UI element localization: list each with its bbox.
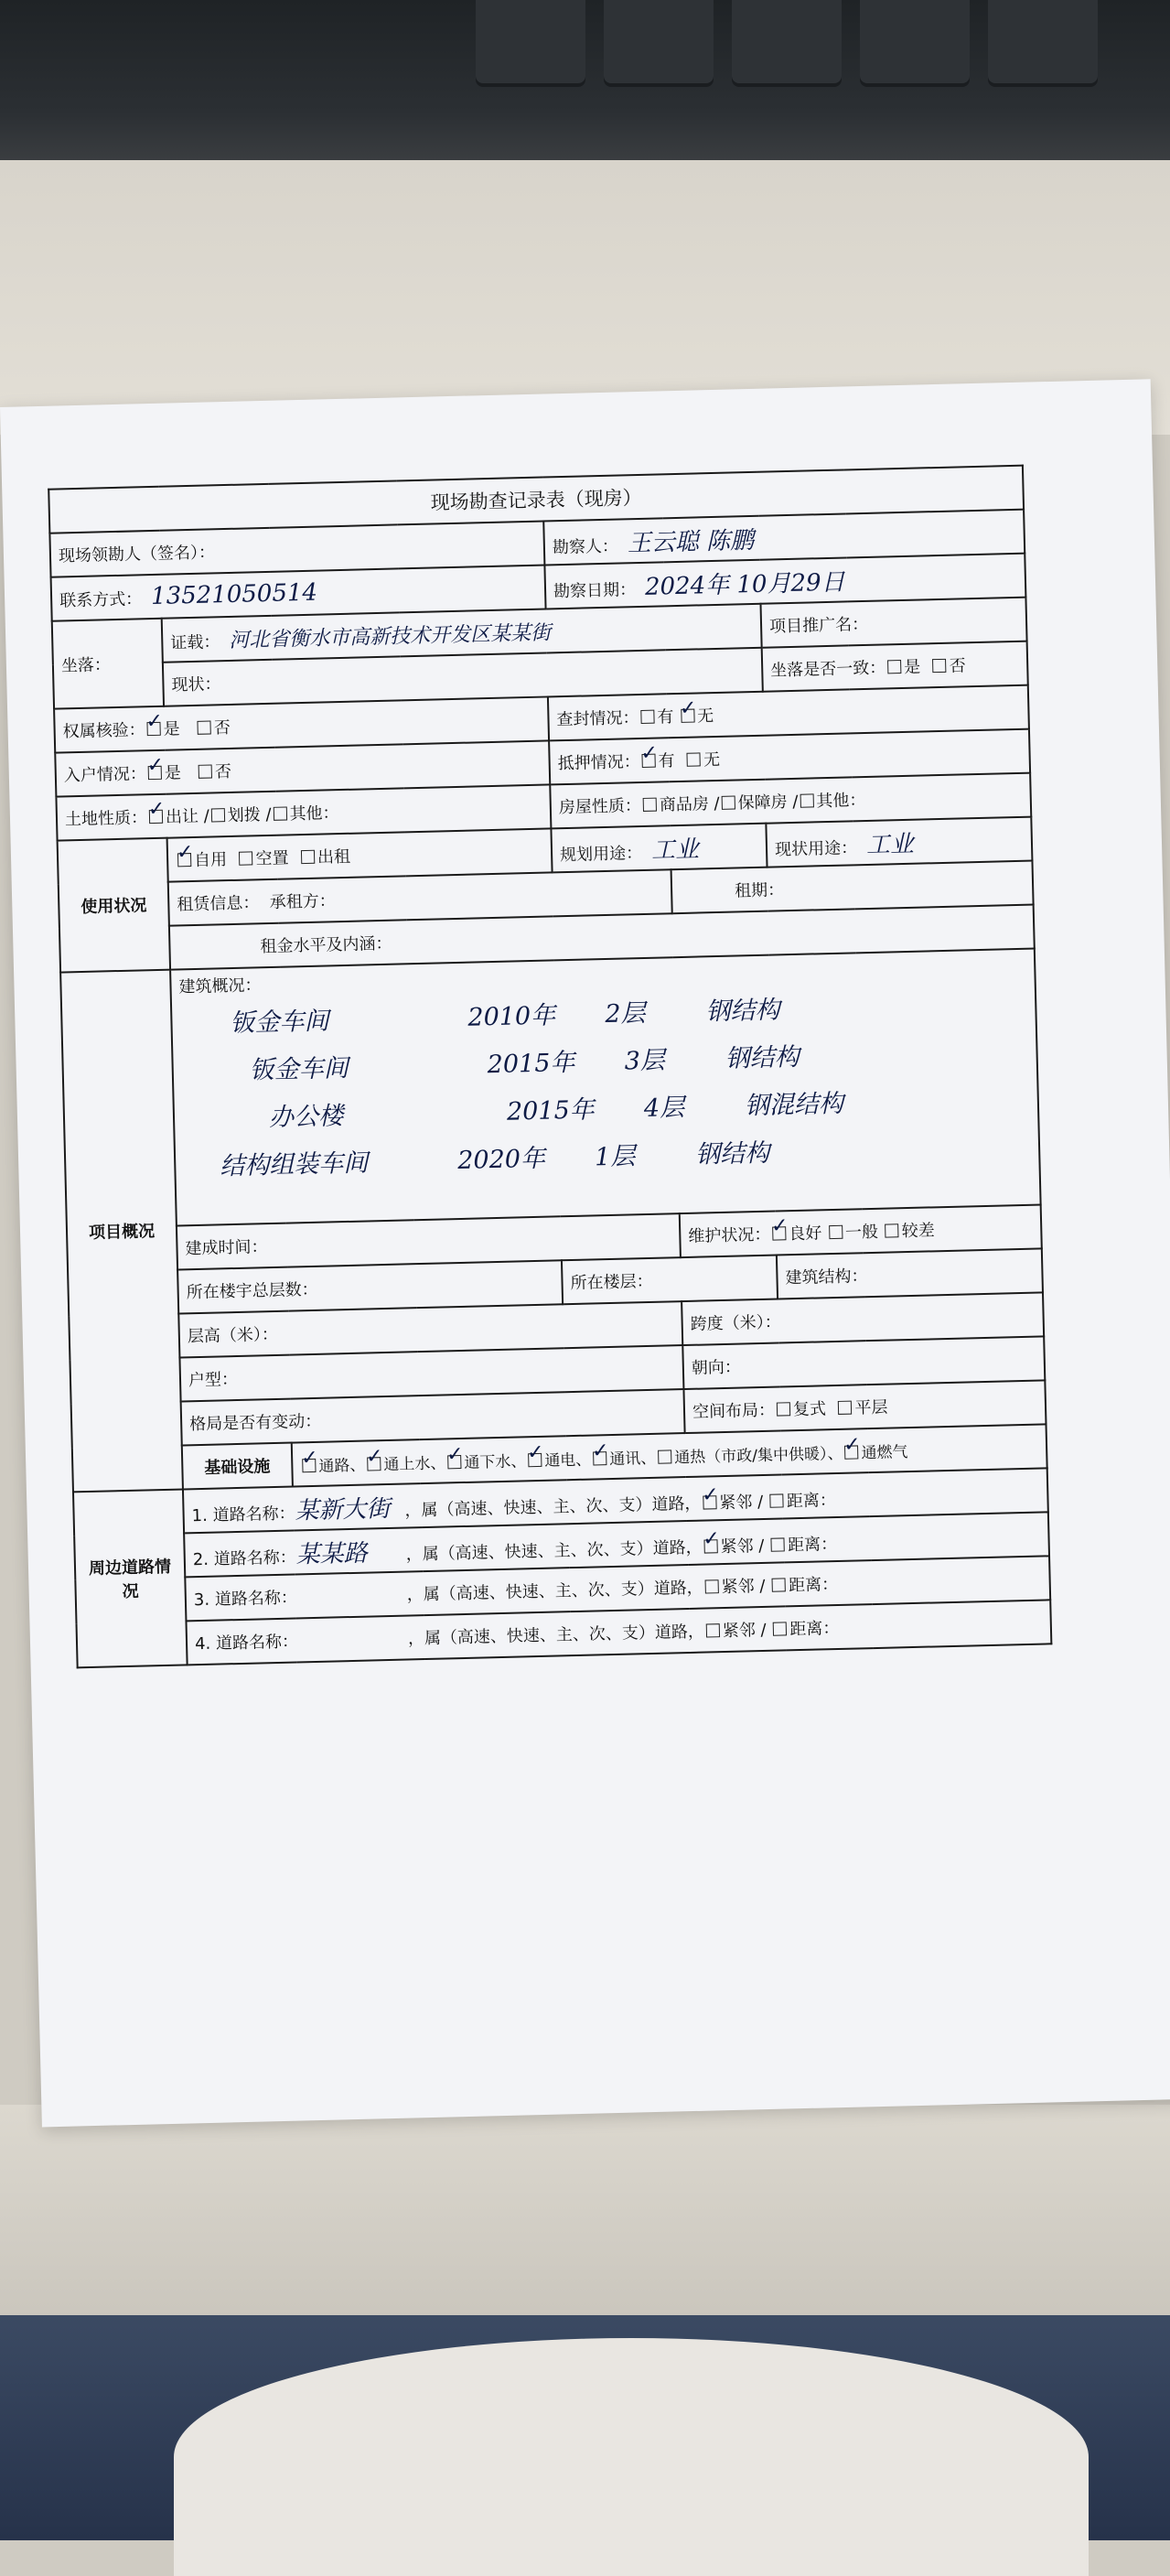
- checkbox[interactable]: [772, 1578, 786, 1591]
- span-field[interactable]: 跨度（米）：: [682, 1292, 1044, 1345]
- lease-term-field[interactable]: 租期：: [671, 861, 1034, 914]
- lease-info-field[interactable]: 租赁信息： 承租方：: [168, 869, 672, 925]
- checkbox[interactable]: [886, 1223, 899, 1237]
- current-use-field[interactable]: 现状用途： 工业: [766, 817, 1032, 868]
- checkbox[interactable]: [643, 798, 657, 812]
- checkbox-checked[interactable]: [641, 754, 655, 768]
- building-overview-field[interactable]: 建筑概况： 钣金车间 2010年 2层 钢结构 钣金车间 2015年 3层 钢结构 办公楼 2015年 4层 钢混结构 结构组装车间 2020年 1层 钢结构: [170, 949, 1041, 1226]
- checkbox[interactable]: [198, 720, 211, 734]
- mortgage-field[interactable]: 抵押情况：✓ 有 无: [549, 729, 1030, 785]
- checkbox[interactable]: [706, 1623, 720, 1637]
- unit-type-field[interactable]: 户型：: [179, 1345, 683, 1401]
- space-layout-field[interactable]: 空间布局： 复式 平层: [683, 1380, 1046, 1433]
- checkbox-checked[interactable]: [447, 1455, 461, 1469]
- total-floors-field[interactable]: 所在楼宇总层数：: [177, 1260, 563, 1313]
- road-row[interactable]: 1. 道路名称：某新大街 ，属（高速、快速、主、次、支）道路，✓ 紧邻 / 距离：: [183, 1468, 1048, 1533]
- floor-field[interactable]: 所在楼层：: [562, 1256, 778, 1305]
- checkbox[interactable]: [211, 808, 225, 822]
- planned-use-field[interactable]: 规划用途： 工业: [551, 824, 767, 873]
- building-overview-entries: [179, 977, 1032, 1192]
- desk-surface-bottom: [0, 2105, 1170, 2333]
- building-entry: 结构组装车间 2020年 1层 钢结构: [219, 1138, 770, 1181]
- keyboard-background: [0, 0, 1170, 160]
- checkbox[interactable]: [887, 660, 901, 674]
- infra-options[interactable]: ✓ 通路、✓ 通上水、✓ 通下水、✓ 通电、✓ 通讯、 通热（市政/集中供暖）、✓ 通燃气: [292, 1424, 1047, 1486]
- checkbox-checked[interactable]: [367, 1457, 381, 1471]
- checkbox-checked[interactable]: [593, 1451, 606, 1465]
- status-field[interactable]: 现状：: [163, 648, 763, 706]
- floor-height-field[interactable]: 层高（米）：: [178, 1301, 682, 1357]
- form-title: 现场勘查记录表（现房）: [48, 466, 1024, 534]
- checkbox-checked[interactable]: [703, 1539, 717, 1553]
- building-entry: 钣金车间 2015年 3层 钢结构: [249, 1042, 800, 1085]
- checkbox[interactable]: [301, 850, 315, 864]
- checkbox-checked[interactable]: [703, 1495, 716, 1509]
- checkbox-checked[interactable]: [681, 709, 694, 723]
- checkbox[interactable]: [829, 1225, 843, 1239]
- checkbox-checked[interactable]: [528, 1452, 542, 1466]
- surveyor-field[interactable]: 勘察人： 王云聪 陈鹏: [543, 510, 1025, 566]
- lead-surveyor-field[interactable]: 现场领勘人（签名）：: [49, 522, 544, 577]
- maintenance-field[interactable]: 维护状况：✓ 良好 一般 较差: [680, 1204, 1042, 1257]
- structure-field[interactable]: 建筑结构：: [777, 1248, 1043, 1299]
- build-time-field[interactable]: 建成时间：: [177, 1213, 681, 1269]
- contact-field[interactable]: 联系方式： 13521050514: [51, 566, 546, 621]
- checkbox[interactable]: [800, 793, 813, 807]
- checkbox[interactable]: [838, 1401, 852, 1415]
- location-consistent-field[interactable]: 坐落是否一致： 是 否: [762, 641, 1028, 692]
- checkbox[interactable]: [199, 764, 212, 778]
- building-entry: 办公楼 2015年 4层 钢混结构: [268, 1089, 844, 1133]
- project-section-label: 项目概况: [60, 970, 183, 1493]
- infra-section-label: 基础设施: [182, 1443, 293, 1490]
- house-nature-field[interactable]: 房屋性质： 商品房 / 保障房 / 其他：: [550, 773, 1031, 829]
- checkbox[interactable]: [658, 1450, 671, 1463]
- sweater-background: [174, 2338, 1089, 2576]
- layout-change-field[interactable]: 格局是否有变动：: [181, 1389, 685, 1445]
- checkbox-checked[interactable]: [146, 722, 160, 736]
- checkbox-checked[interactable]: [844, 1445, 858, 1459]
- road-row[interactable]: 3. 道路名称： ，属（高速、快速、主、次、支）道路， 紧邻 / 距离：: [185, 1556, 1050, 1621]
- usage-section-label: 使用状况: [58, 838, 170, 973]
- checkbox-checked[interactable]: [772, 1226, 786, 1240]
- seizure-field[interactable]: 查封情况： 有 ✓ 无: [548, 685, 1029, 741]
- checkbox-checked[interactable]: [302, 1458, 316, 1471]
- location-label: 坐落：: [52, 619, 164, 709]
- checkbox[interactable]: [704, 1579, 718, 1593]
- survey-date-field[interactable]: 勘察日期： 2024年 10月29日: [544, 554, 1025, 609]
- checkbox-checked[interactable]: [149, 810, 163, 824]
- road-row[interactable]: 2. 道路名称：某某路 ，属（高速、快速、主、次、支）道路，✓ 紧邻 / 距离：: [184, 1512, 1049, 1577]
- checkbox[interactable]: [687, 752, 701, 766]
- land-nature-field[interactable]: 土地性质：✓ 出让 / 划拨 / 其他：: [56, 784, 551, 840]
- checkbox[interactable]: [640, 710, 654, 724]
- entry-field[interactable]: 入户情况：✓ 是 否: [55, 740, 550, 796]
- survey-form-paper: [0, 379, 1170, 2127]
- certificate-field[interactable]: 证载： 河北省衡水市高新技术开发区某某街: [162, 604, 762, 663]
- checkbox[interactable]: [773, 1622, 787, 1635]
- checkbox[interactable]: [239, 851, 252, 865]
- checkbox[interactable]: [777, 1402, 790, 1416]
- orientation-field[interactable]: 朝向：: [682, 1336, 1045, 1389]
- checkbox[interactable]: [721, 795, 735, 809]
- building-entry: 钣金车间 2010年 2层 钢结构: [230, 996, 780, 1039]
- checkbox-checked[interactable]: [148, 766, 162, 780]
- checkbox[interactable]: [273, 806, 286, 820]
- checkbox[interactable]: [771, 1537, 785, 1551]
- rent-field[interactable]: 租金水平及内涵：: [169, 905, 1035, 970]
- project-name-field[interactable]: 项目推广名：: [760, 598, 1026, 648]
- roads-section-label: 周边道路情况: [73, 1489, 188, 1667]
- survey-form-table: [48, 465, 1052, 1669]
- checkbox[interactable]: [932, 659, 946, 673]
- road-row[interactable]: 4. 道路名称： ，属（高速、快速、主、次、支）道路， 紧邻 / 距离：: [186, 1600, 1051, 1665]
- usage-options[interactable]: ✓自用 空置 出租: [167, 828, 553, 881]
- checkbox-checked[interactable]: [177, 853, 191, 867]
- checkbox[interactable]: [770, 1493, 784, 1507]
- ownership-field[interactable]: 权属核验：✓ 是 否: [54, 696, 549, 752]
